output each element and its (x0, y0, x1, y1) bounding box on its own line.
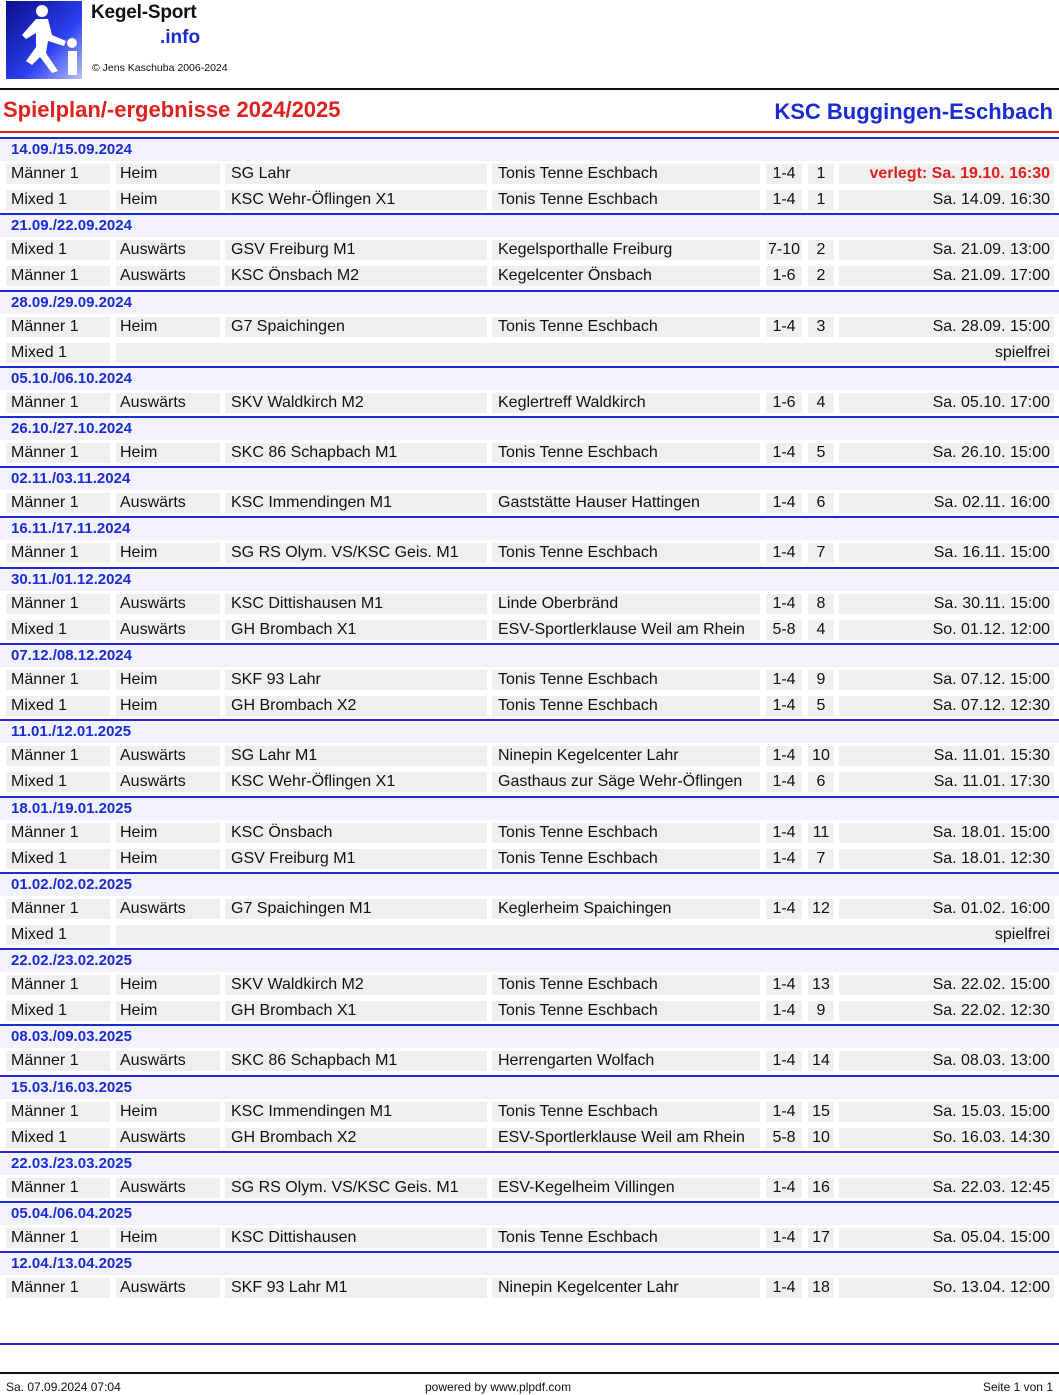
round-cell: 1 (808, 164, 834, 184)
datetime-cell: Sa. 11.01. 15:30 (839, 746, 1054, 766)
lanes-cell: 5-8 (766, 1128, 802, 1148)
matchday-date: 12.04./13.04.2025 (0, 1251, 1059, 1275)
home-away-cell: Auswärts (116, 1051, 220, 1071)
match-row (0, 490, 1059, 516)
opponent-cell: SKV Waldkirch M2 (225, 975, 487, 995)
venue-cell: Kegelsporthalle Freiburg (492, 240, 760, 260)
lanes-cell: 1-4 (766, 594, 802, 614)
opponent-cell: KSC Dittishausen M1 (225, 594, 487, 614)
team-cell: Männer 1 (6, 823, 110, 843)
home-away-cell: Auswärts (116, 240, 220, 260)
home-away-cell: Heim (116, 190, 220, 210)
home-away-cell: Heim (116, 543, 220, 563)
datetime-cell: Sa. 22.02. 15:00 (839, 975, 1054, 995)
datetime-cell: Sa. 14.09. 16:30 (839, 190, 1054, 210)
match-row (0, 1125, 1059, 1151)
lanes-cell: 1-4 (766, 543, 802, 563)
team-cell: Mixed 1 (6, 1001, 110, 1021)
match-row (0, 769, 1059, 795)
home-away-cell: Heim (116, 670, 220, 690)
datetime-cell: Sa. 21.09. 17:00 (839, 266, 1054, 286)
match-row (0, 340, 1059, 366)
venue-cell: ESV-Sportlerklause Weil am Rhein (492, 620, 760, 640)
opponent-cell: KSC Wehr-Öflingen X1 (225, 772, 487, 792)
datetime-cell: Sa. 22.02. 12:30 (839, 1001, 1054, 1021)
round-cell: 3 (808, 317, 834, 337)
matchday-date: 15.03./16.03.2025 (0, 1075, 1059, 1099)
opponent-cell: KSC Önsbach (225, 823, 487, 843)
venue-cell: Tonis Tenne Eschbach (492, 696, 760, 716)
bye-cell: spielfrei (116, 343, 1054, 363)
lanes-cell: 1-4 (766, 493, 802, 513)
copyright: © Jens Kaschuba 2006-2024 (92, 62, 228, 74)
team-cell: Männer 1 (6, 975, 110, 995)
opponent-cell: SKC 86 Schapbach M1 (225, 1051, 487, 1071)
match-row (0, 667, 1059, 693)
lanes-cell: 1-6 (766, 393, 802, 413)
opponent-cell: SG Lahr M1 (225, 746, 487, 766)
round-cell: 15 (808, 1102, 834, 1122)
round-cell: 11 (808, 823, 834, 843)
team-cell: Mixed 1 (6, 240, 110, 260)
venue-cell: ESV-Kegelheim Villingen (492, 1178, 760, 1198)
venue-cell: Keglertreff Waldkirch (492, 393, 760, 413)
home-away-cell: Heim (116, 164, 220, 184)
datetime-cell: Sa. 08.03. 13:00 (839, 1051, 1054, 1071)
venue-cell: Gaststätte Hauser Hattingen (492, 493, 760, 513)
team-cell: Mixed 1 (6, 1128, 110, 1148)
lanes-cell: 1-4 (766, 1051, 802, 1071)
round-cell: 5 (808, 443, 834, 463)
match-row (0, 1225, 1059, 1251)
home-away-cell: Auswärts (116, 899, 220, 919)
datetime-cell: Sa. 16.11. 15:00 (839, 543, 1054, 563)
lanes-cell: 1-4 (766, 443, 802, 463)
home-away-cell: Heim (116, 849, 220, 869)
home-away-cell: Heim (116, 443, 220, 463)
footer-page-number: Seite 1 von 1 (982, 1380, 1053, 1394)
matchday-date: 22.02./23.02.2025 (0, 948, 1059, 972)
home-away-cell: Auswärts (116, 746, 220, 766)
home-away-cell: Heim (116, 975, 220, 995)
lanes-cell: 5-8 (766, 620, 802, 640)
footer-powered-by: powered by www.plpdf.com (425, 1380, 572, 1394)
opponent-cell: KSC Wehr-Öflingen X1 (225, 190, 487, 210)
home-away-cell: Heim (116, 696, 220, 716)
home-away-cell: Auswärts (116, 493, 220, 513)
matchday-date: 07.12./08.12.2024 (0, 643, 1059, 667)
home-away-cell: Auswärts (116, 393, 220, 413)
lanes-cell: 1-4 (766, 899, 802, 919)
venue-cell: Tonis Tenne Eschbach (492, 164, 760, 184)
opponent-cell: GH Brombach X2 (225, 696, 487, 716)
lanes-cell: 1-4 (766, 849, 802, 869)
datetime-cell: Sa. 21.09. 13:00 (839, 240, 1054, 260)
opponent-cell: SG RS Olym. VS/KSC Geis. M1 (225, 1178, 487, 1198)
round-cell: 14 (808, 1051, 834, 1071)
opponent-cell: GH Brombach X2 (225, 1128, 487, 1148)
datetime-cell: Sa. 30.11. 15:00 (839, 594, 1054, 614)
opponent-cell: KSC Immendingen M1 (225, 1102, 487, 1122)
datetime-cell: Sa. 22.03. 12:45 (839, 1178, 1054, 1198)
venue-cell: Tonis Tenne Eschbach (492, 975, 760, 995)
match-row (0, 1048, 1059, 1074)
team-cell: Mixed 1 (6, 696, 110, 716)
team-cell: Mixed 1 (6, 190, 110, 210)
round-cell: 10 (808, 1128, 834, 1148)
datetime-cell: Sa. 01.02. 16:00 (839, 899, 1054, 919)
datetime-cell: Sa. 11.01. 17:30 (839, 772, 1054, 792)
lanes-cell: 1-4 (766, 772, 802, 792)
opponent-cell: GH Brombach X1 (225, 1001, 487, 1021)
opponent-cell: G7 Spaichingen (225, 317, 487, 337)
page-title: Spielplan/-ergebnisse 2024/2025 (3, 97, 341, 122)
team-cell: Männer 1 (6, 594, 110, 614)
datetime-cell: So. 13.04. 12:00 (839, 1278, 1054, 1298)
team-cell: Männer 1 (6, 670, 110, 690)
datetime-cell: Sa. 02.11. 16:00 (839, 493, 1054, 513)
opponent-cell: SKF 93 Lahr M1 (225, 1278, 487, 1298)
team-cell: Männer 1 (6, 393, 110, 413)
lanes-cell: 1-4 (766, 190, 802, 210)
team-cell: Mixed 1 (6, 343, 110, 363)
bye-cell: spielfrei (116, 925, 1054, 945)
matchday-date: 02.11./03.11.2024 (0, 466, 1059, 490)
datetime-cell: verlegt: Sa. 19.10. 16:30 (839, 164, 1054, 184)
team-cell: Mixed 1 (6, 772, 110, 792)
venue-cell: Tonis Tenne Eschbach (492, 823, 760, 843)
venue-cell: Linde Oberbränd (492, 594, 760, 614)
opponent-cell: SG RS Olym. VS/KSC Geis. M1 (225, 543, 487, 563)
venue-cell: Tonis Tenne Eschbach (492, 317, 760, 337)
venue-cell: Gasthaus zur Säge Wehr-Öflingen (492, 772, 760, 792)
match-row (0, 617, 1059, 643)
venue-cell: Tonis Tenne Eschbach (492, 1228, 760, 1248)
datetime-cell: Sa. 18.01. 15:00 (839, 823, 1054, 843)
opponent-cell: GSV Freiburg M1 (225, 849, 487, 869)
datetime-cell: Sa. 05.10. 17:00 (839, 393, 1054, 413)
opponent-cell: SKV Waldkirch M2 (225, 393, 487, 413)
matchday-date: 26.10./27.10.2024 (0, 416, 1059, 440)
round-cell: 4 (808, 393, 834, 413)
venue-cell: Tonis Tenne Eschbach (492, 849, 760, 869)
home-away-cell: Auswärts (116, 620, 220, 640)
datetime-cell: Sa. 26.10. 15:00 (839, 443, 1054, 463)
team-cell: Männer 1 (6, 1228, 110, 1248)
datetime-cell: Sa. 28.09. 15:00 (839, 317, 1054, 337)
match-row (0, 922, 1059, 948)
lanes-cell: 1-4 (766, 1228, 802, 1248)
team-cell: Männer 1 (6, 899, 110, 919)
round-cell: 7 (808, 849, 834, 869)
team-cell: Männer 1 (6, 493, 110, 513)
match-row (0, 693, 1059, 719)
round-cell: 18 (808, 1278, 834, 1298)
venue-cell: Tonis Tenne Eschbach (492, 1102, 760, 1122)
round-cell: 5 (808, 696, 834, 716)
match-row (0, 187, 1059, 213)
matchday-date: 16.11./17.11.2024 (0, 516, 1059, 540)
opponent-cell: SKF 93 Lahr (225, 670, 487, 690)
team-cell: Mixed 1 (6, 849, 110, 869)
opponent-cell: KSC Immendingen M1 (225, 493, 487, 513)
home-away-cell: Heim (116, 1228, 220, 1248)
home-away-cell: Heim (116, 1102, 220, 1122)
match-row (0, 540, 1059, 566)
matchday-date: 14.09./15.09.2024 (0, 137, 1059, 161)
lanes-cell: 1-4 (766, 317, 802, 337)
opponent-cell: KSC Önsbach M2 (225, 266, 487, 286)
team-cell: Männer 1 (6, 443, 110, 463)
match-row (0, 1275, 1059, 1301)
lanes-cell: 1-4 (766, 670, 802, 690)
venue-cell: Tonis Tenne Eschbach (492, 443, 760, 463)
match-row (0, 263, 1059, 289)
match-row (0, 314, 1059, 340)
venue-cell: Tonis Tenne Eschbach (492, 543, 760, 563)
lanes-cell: 1-6 (766, 266, 802, 286)
round-cell: 6 (808, 772, 834, 792)
venue-cell: Tonis Tenne Eschbach (492, 190, 760, 210)
match-row (0, 998, 1059, 1024)
round-cell: 16 (808, 1178, 834, 1198)
matchday-date: 21.09./22.09.2024 (0, 213, 1059, 237)
round-cell: 8 (808, 594, 834, 614)
matchday-date: 05.10./06.10.2024 (0, 366, 1059, 390)
datetime-cell: So. 01.12. 12:00 (839, 620, 1054, 640)
lanes-cell: 1-4 (766, 823, 802, 843)
team-cell: Männer 1 (6, 746, 110, 766)
matchday-date: 08.03./09.03.2025 (0, 1024, 1059, 1048)
footer-rule (0, 1372, 1059, 1374)
team-cell: Mixed 1 (6, 925, 110, 945)
team-cell: Männer 1 (6, 1178, 110, 1198)
opponent-cell: GSV Freiburg M1 (225, 240, 487, 260)
lanes-cell: 1-4 (766, 1001, 802, 1021)
home-away-cell: Auswärts (116, 1128, 220, 1148)
club-name: KSC Buggingen-Eschbach (774, 99, 1053, 124)
matchday-date: 05.04./06.04.2025 (0, 1201, 1059, 1225)
round-cell: 6 (808, 493, 834, 513)
match-row (0, 440, 1059, 466)
title-rule (0, 131, 1059, 133)
match-row (0, 237, 1059, 263)
venue-cell: ESV-Sportlerklause Weil am Rhein (492, 1128, 760, 1148)
opponent-cell: G7 Spaichingen M1 (225, 899, 487, 919)
datetime-cell: Sa. 15.03. 15:00 (839, 1102, 1054, 1122)
team-cell: Männer 1 (6, 164, 110, 184)
lanes-cell: 1-4 (766, 696, 802, 716)
venue-cell: Tonis Tenne Eschbach (492, 1001, 760, 1021)
home-away-cell: Heim (116, 317, 220, 337)
match-row (0, 1099, 1059, 1125)
match-row (0, 743, 1059, 769)
round-cell: 4 (808, 620, 834, 640)
team-cell: Männer 1 (6, 1051, 110, 1071)
datetime-cell: Sa. 05.04. 15:00 (839, 1228, 1054, 1248)
home-away-cell: Heim (116, 823, 220, 843)
home-away-cell: Auswärts (116, 1278, 220, 1298)
opponent-cell: SG Lahr (225, 164, 487, 184)
match-row (0, 846, 1059, 872)
match-row (0, 390, 1059, 416)
schedule-table (0, 137, 1059, 1301)
match-row (0, 972, 1059, 998)
home-away-cell: Auswärts (116, 772, 220, 792)
team-cell: Männer 1 (6, 1278, 110, 1298)
venue-cell: Ninepin Kegelcenter Lahr (492, 746, 760, 766)
matchday-date: 22.03./23.03.2025 (0, 1151, 1059, 1175)
venue-cell: Ninepin Kegelcenter Lahr (492, 1278, 760, 1298)
matchday-date: 11.01./12.01.2025 (0, 719, 1059, 743)
lanes-cell: 1-4 (766, 1178, 802, 1198)
datetime-cell: Sa. 07.12. 12:30 (839, 696, 1054, 716)
venue-cell: Keglerheim Spaichingen (492, 899, 760, 919)
round-cell: 17 (808, 1228, 834, 1248)
lanes-cell: 1-4 (766, 975, 802, 995)
round-cell: 2 (808, 266, 834, 286)
venue-cell: Tonis Tenne Eschbach (492, 670, 760, 690)
lanes-cell: 1-4 (766, 746, 802, 766)
lanes-cell: 1-4 (766, 164, 802, 184)
round-cell: 7 (808, 543, 834, 563)
match-row (0, 820, 1059, 846)
home-away-cell: Auswärts (116, 594, 220, 614)
team-cell: Männer 1 (6, 266, 110, 286)
round-cell: 12 (808, 899, 834, 919)
header-rule (0, 88, 1059, 90)
kegel-sport-logo (6, 1, 82, 79)
match-row (0, 591, 1059, 617)
matchday-date: 18.01./19.01.2025 (0, 796, 1059, 820)
datetime-cell: Sa. 18.01. 12:30 (839, 849, 1054, 869)
lanes-cell: 1-4 (766, 1278, 802, 1298)
match-row (0, 161, 1059, 187)
match-row (0, 1175, 1059, 1201)
datetime-cell: So. 16.03. 14:30 (839, 1128, 1054, 1148)
venue-cell: Kegelcenter Önsbach (492, 266, 760, 286)
opponent-cell: SKC 86 Schapbach M1 (225, 443, 487, 463)
lanes-cell: 1-4 (766, 1102, 802, 1122)
brand-name: Kegel-Sport (91, 2, 197, 23)
matchday-date: 01.02./02.02.2025 (0, 872, 1059, 896)
team-cell: Männer 1 (6, 317, 110, 337)
home-away-cell: Auswärts (116, 266, 220, 286)
round-cell: 9 (808, 1001, 834, 1021)
matchday-date: 30.11./01.12.2024 (0, 567, 1059, 591)
schedule-end-rule (0, 1343, 1059, 1345)
brand-domain: .info (160, 27, 201, 48)
opponent-cell: KSC Dittishausen (225, 1228, 487, 1248)
round-cell: 1 (808, 190, 834, 210)
lanes-cell: 7-10 (767, 241, 801, 259)
round-cell: 10 (808, 746, 834, 766)
footer-timestamp: Sa. 07.09.2024 07:04 (6, 1380, 121, 1394)
venue-cell: Herrengarten Wolfach (492, 1051, 760, 1071)
home-away-cell: Heim (116, 1001, 220, 1021)
opponent-cell: GH Brombach X1 (225, 620, 487, 640)
datetime-cell: Sa. 07.12. 15:00 (839, 670, 1054, 690)
team-cell: Männer 1 (6, 543, 110, 563)
round-cell: 13 (808, 975, 834, 995)
round-cell: 9 (808, 670, 834, 690)
team-cell: Männer 1 (6, 1102, 110, 1122)
team-cell: Mixed 1 (6, 620, 110, 640)
round-cell: 2 (808, 240, 834, 260)
matchday-date: 28.09./29.09.2024 (0, 290, 1059, 314)
home-away-cell: Auswärts (116, 1178, 220, 1198)
match-row (0, 896, 1059, 922)
